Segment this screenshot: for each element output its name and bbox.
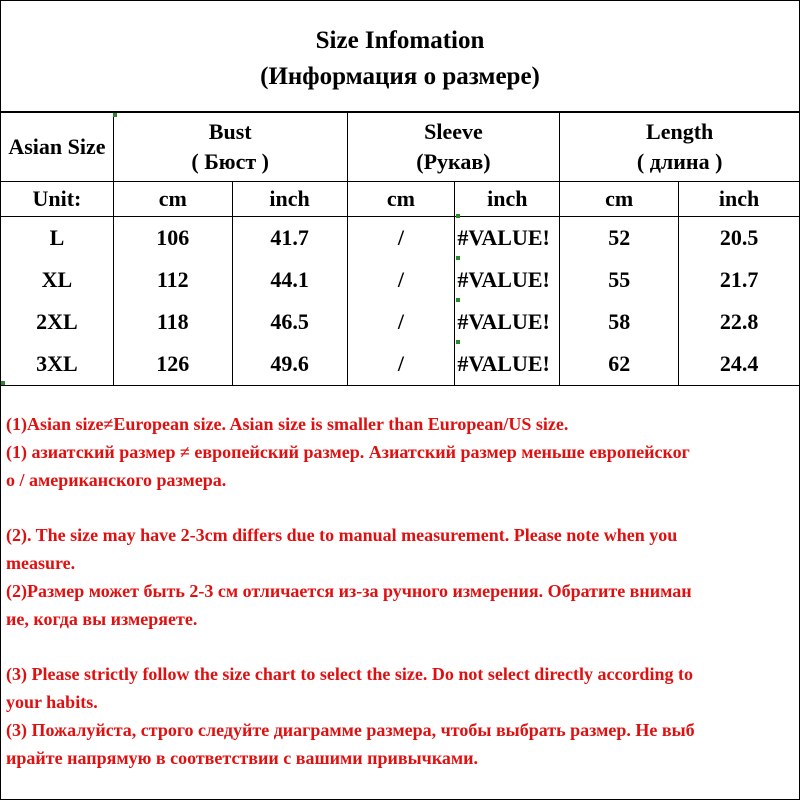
- cell-sleeve-cm: /: [347, 343, 455, 386]
- note-2-en-b: measure.: [6, 553, 76, 573]
- table-unit-row: [1, 182, 800, 217]
- table-row: [1, 259, 800, 301]
- cell-sleeve-inch: #VALUE!: [455, 217, 560, 260]
- unit-bust-cm: cm: [113, 182, 232, 217]
- title-ru: (Информация о размере): [260, 63, 540, 90]
- note-1-ru-b: о / американского размера.: [6, 470, 227, 490]
- cell-length-inch: 24.4: [679, 343, 800, 386]
- note-2-ru-a: (2)Размер может быть 2-3 см отличается из-за ручного измерения. Обратите вниман: [6, 581, 692, 601]
- cell-sleeve-inch: #VALUE!: [455, 259, 560, 301]
- header-bust-en: Bust: [208, 119, 252, 144]
- unit-length-cm: cm: [560, 182, 679, 217]
- header-sleeve: [347, 113, 560, 182]
- cell-sleeve-cm: /: [347, 301, 455, 343]
- cell-marker: [456, 298, 460, 302]
- unit-bust-inch: inch: [232, 182, 347, 217]
- cell-size: 2XL: [1, 301, 114, 343]
- cell-size: 3XL: [1, 343, 114, 386]
- cell-bust-inch: 44.1: [232, 259, 347, 301]
- cell-bust-cm: 112: [113, 259, 232, 301]
- cell-length-cm: 52: [560, 217, 679, 260]
- cell-length-cm: 62: [560, 343, 679, 386]
- header-length: [560, 113, 800, 182]
- unit-sleeve-cm: cm: [347, 182, 455, 217]
- header-sleeve-en: Sleeve: [424, 119, 483, 144]
- header-sleeve-ru: (Рукав): [416, 149, 491, 174]
- table-row: [1, 217, 800, 260]
- cell-sleeve-inch: #VALUE!: [455, 301, 560, 343]
- cell-marker: [113, 113, 117, 117]
- note-3-ru-a: (3) Пожалуйста, строго следуйте диаграмме размера, чтобы выбрать размер. Не выб: [6, 720, 695, 740]
- header-bust-ru: ( Бюст ): [191, 149, 269, 174]
- cell-sleeve-inch: #VALUE!: [455, 343, 560, 386]
- cell-bust-cm: 118: [113, 301, 232, 343]
- cell-length-cm: 58: [560, 301, 679, 343]
- cell-bust-inch: 49.6: [232, 343, 347, 386]
- table-row: [1, 301, 800, 343]
- cell-bust-cm: 126: [113, 343, 232, 386]
- note-3-ru-b: ирайте напрямую в соответствии с вашими привычками.: [6, 748, 479, 768]
- cell-marker: [456, 340, 460, 344]
- unit-label: Unit:: [1, 182, 114, 217]
- cell-bust-cm: 106: [113, 217, 232, 260]
- header-length-en: Length: [646, 119, 714, 144]
- header-bust: [113, 113, 347, 182]
- cell-length-inch: 20.5: [679, 217, 800, 260]
- table-row: [1, 343, 800, 386]
- cell-marker: [456, 256, 460, 260]
- header-asian-size: Asian Size: [1, 113, 114, 182]
- cell-bust-inch: 41.7: [232, 217, 347, 260]
- unit-sleeve-inch: inch: [455, 182, 560, 217]
- unit-length-inch: inch: [679, 182, 800, 217]
- header-length-ru: ( длина ): [636, 149, 723, 174]
- notes-block: [6, 410, 796, 772]
- note-2-ru-b: ие, когда вы измеряете.: [6, 609, 198, 629]
- cell-length-inch: 22.8: [679, 301, 800, 343]
- cell-marker: [1, 381, 5, 385]
- cell-sleeve-cm: /: [347, 259, 455, 301]
- note-3-en-b: your habits.: [6, 692, 98, 712]
- title-block: [0, 0, 800, 112]
- note-3-en-a: (3) Please strictly follow the size chart to select the size. Do not select directly according to: [6, 664, 693, 684]
- cell-bust-inch: 46.5: [232, 301, 347, 343]
- cell-size: L: [1, 217, 114, 260]
- title-en: Size Infomation: [315, 27, 485, 54]
- note-2-en-a: (2). The size may have 2-3cm differs due to manual measurement. Please note when you: [6, 525, 678, 545]
- cell-sleeve-cm: /: [347, 217, 455, 260]
- size-table: [0, 112, 800, 386]
- table-header-row: [1, 113, 800, 182]
- cell-length-inch: 21.7: [679, 259, 800, 301]
- note-1-en: (1)Asian size≠European size. Asian size is smaller than European/US size.: [6, 414, 569, 434]
- cell-size: XL: [1, 259, 114, 301]
- cell-marker: [456, 214, 460, 218]
- cell-length-cm: 55: [560, 259, 679, 301]
- note-1-ru-a: (1) азиатский размер ≠ европейский размер. Азиатский размер меньше европейског: [6, 442, 690, 462]
